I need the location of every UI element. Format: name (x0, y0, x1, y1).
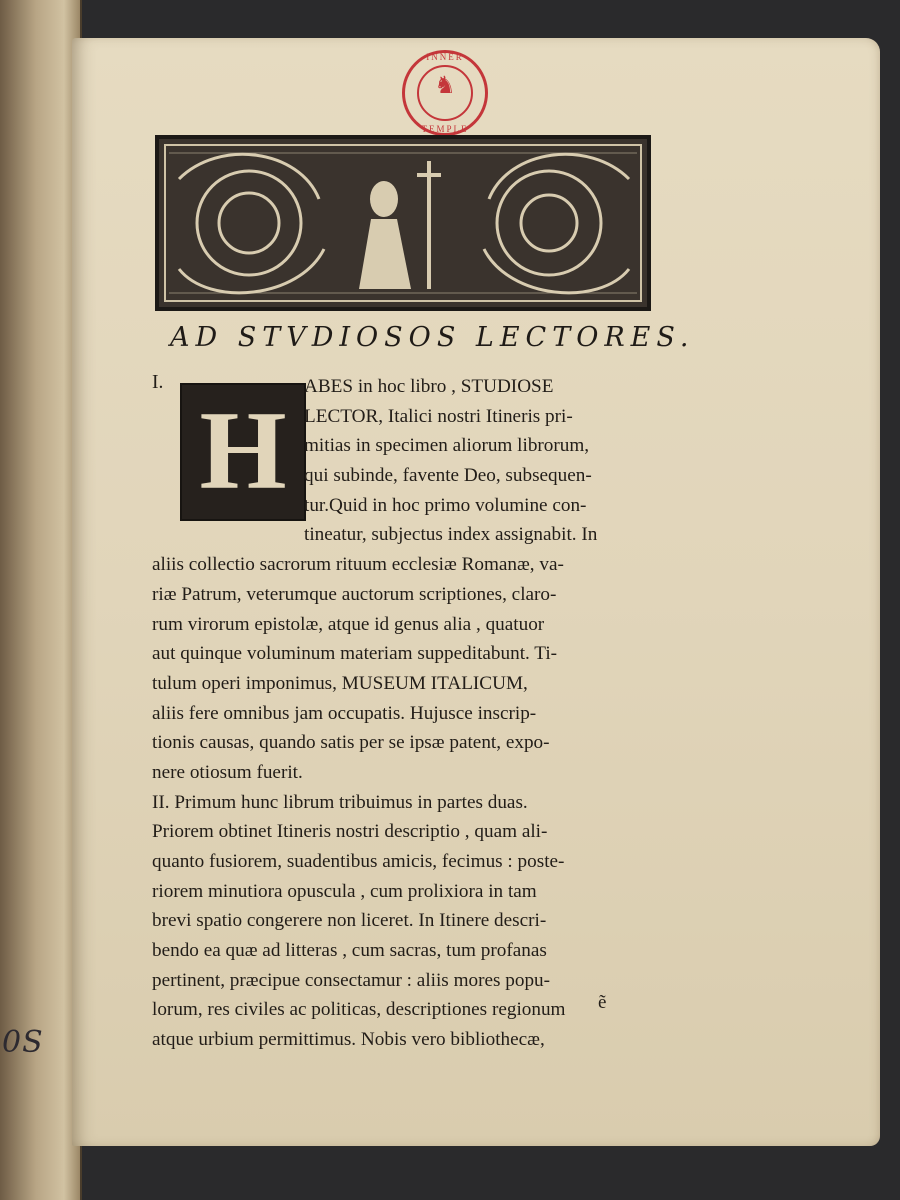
drop-cap-letter: H (199, 389, 287, 513)
paragraph-1-indented (152, 372, 688, 550)
facing-page-edge (0, 0, 82, 1200)
text-line: ABES in hoc libro , STUDIOSE (304, 376, 554, 397)
text-line: Priorem obtinet Itineris nostri descriptio , quam ali- (152, 821, 548, 843)
text-line: brevi spatio congerere non liceret. In Itinere descri- (152, 910, 547, 932)
stamp-top-text: INNER (426, 52, 464, 62)
inner-temple-library-stamp (402, 50, 488, 136)
handwritten-note: 0S (2, 1025, 44, 1060)
text-line: atque urbium permittimus. Nobis vero bibliothecæ, (152, 1029, 545, 1051)
text-line: tur.Quid in hoc primo volumine con- (304, 494, 587, 516)
text-line: II. Primum hunc librum tribuimus in partes duas. (152, 791, 528, 813)
text-line: aliis fere omnibus jam occupatis. Hujusce inscrip- (152, 702, 537, 724)
text-line: nere otiosum fuerit. (152, 761, 303, 783)
text-line: riorem minutiora opuscula , cum prolixiora in tam (152, 880, 537, 902)
text-line: tionis causas, quando satis per se ipsæ patent, expo- (152, 732, 550, 754)
text-line: bendo ea quæ ad litteras , cum sacras, tum profanas (152, 940, 547, 962)
body-text (152, 372, 688, 1055)
text-line: aliis collectio sacrorum rituum ecclesiæ Romanæ, va- (152, 554, 564, 576)
pegasus-icon: ♞ (434, 71, 456, 99)
text-line: riæ Patrum, veterumque auctorum scriptiones, claro- (152, 583, 557, 605)
text-line: qui subinde, favente Deo, subsequen- (304, 465, 592, 487)
section-numeral: I. (152, 372, 164, 393)
text-line: LECTOR, Italici nostri Itineris pri- (304, 405, 573, 427)
text-line: rum virorum epistolæ, atque id genus alia , quatuor (152, 613, 545, 635)
stamp-bottom-text: TEMPLE (421, 124, 469, 134)
text-line: aut quinque voluminum materiam suppeditabunt. Ti- (152, 643, 558, 665)
text-line: pertinent, præcipue consectamur : aliis mores popu- (152, 969, 551, 991)
catchword: ẽ (598, 992, 607, 1013)
text-line: mitias in specimen aliorum librorum, (304, 435, 590, 457)
page-heading: AD STVDIOSOS LECTORES. (170, 322, 695, 353)
text-line: quanto fusiorem, suadentibus amicis, fecimus : poste- (152, 851, 565, 872)
ornament-scrollwork-icon (159, 139, 647, 307)
text-line: tineatur, subjectus index assignabit. In (304, 524, 598, 546)
text-line: tulum operi imponimus, MUSEUM ITALICUM, (152, 672, 528, 694)
woodcut-headpiece (155, 135, 651, 311)
text-line: lorum, res civiles ac politicas, descriptiones regionum (152, 999, 566, 1021)
